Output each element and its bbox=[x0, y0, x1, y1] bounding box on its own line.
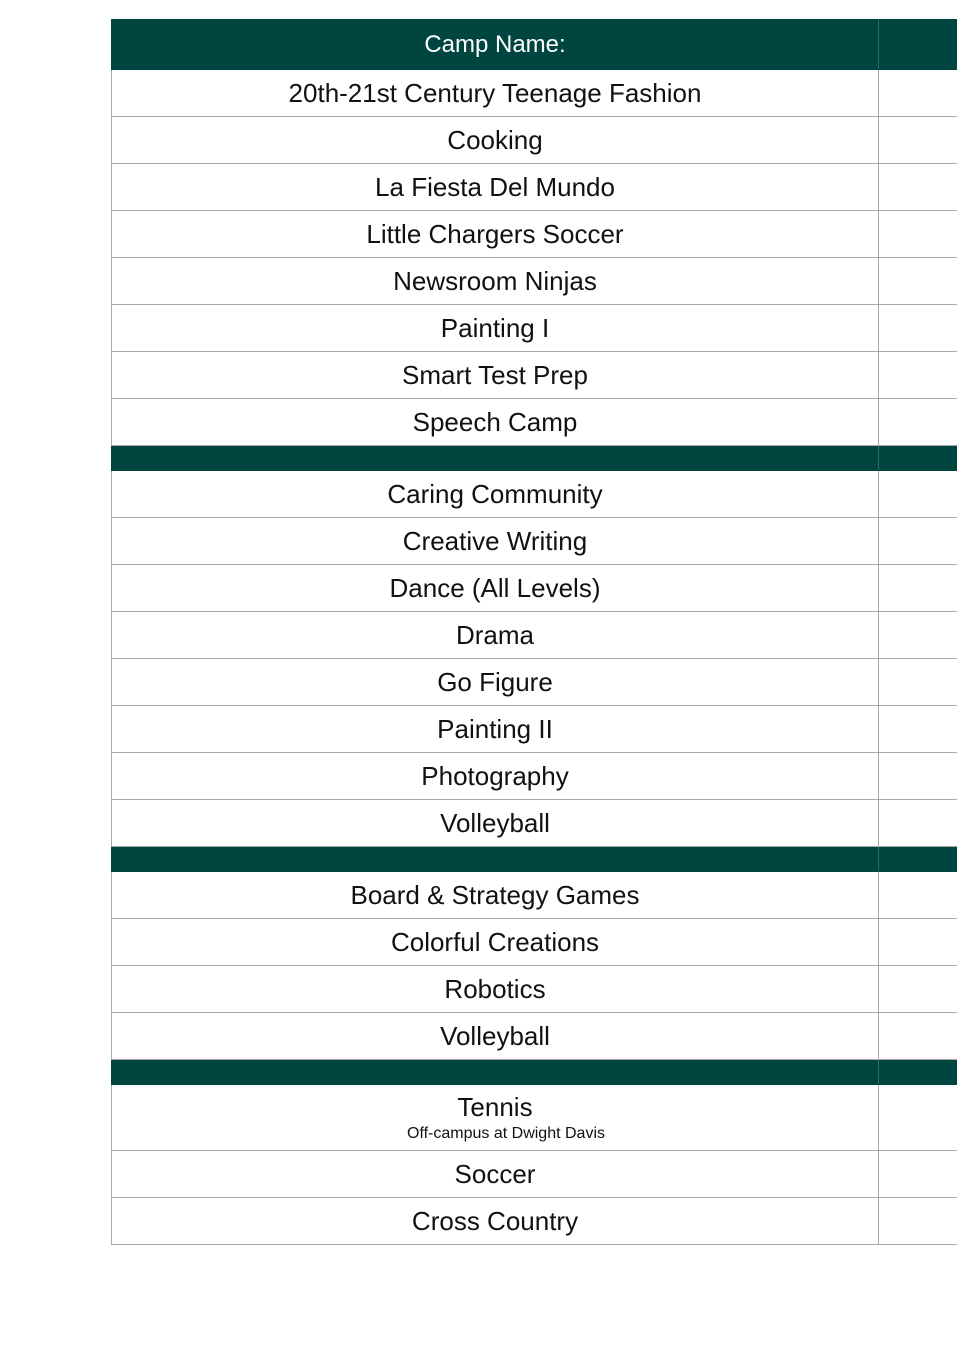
header-row bbox=[112, 20, 957, 70]
empty-cell[interactable] bbox=[879, 352, 957, 399]
camp-name-cell: Photography bbox=[112, 753, 879, 800]
empty-cell[interactable] bbox=[879, 800, 957, 847]
group-separator-row bbox=[112, 446, 957, 471]
camp-name-cell: La Fiesta Del Mundo bbox=[112, 164, 879, 211]
table-row bbox=[112, 211, 957, 258]
camp-name-cell: Cooking bbox=[112, 117, 879, 164]
table-row bbox=[112, 565, 957, 612]
table-row bbox=[112, 872, 957, 919]
camp-table bbox=[111, 19, 957, 1245]
table-row bbox=[112, 1198, 957, 1245]
separator-cell bbox=[112, 1060, 879, 1085]
empty-cell[interactable] bbox=[879, 164, 957, 211]
camp-name-cell: Painting II bbox=[112, 706, 879, 753]
camp-name-cell: Drama bbox=[112, 612, 879, 659]
camp-name-cell: Caring Community bbox=[112, 471, 879, 518]
empty-cell[interactable] bbox=[879, 305, 957, 352]
empty-cell[interactable] bbox=[879, 471, 957, 518]
empty-cell[interactable] bbox=[879, 211, 957, 258]
group-separator-row bbox=[112, 1060, 957, 1085]
camp-name-cell: Little Chargers Soccer bbox=[112, 211, 879, 258]
empty-cell[interactable] bbox=[879, 753, 957, 800]
camp-name-cell: 20th-21st Century Teenage Fashion bbox=[112, 70, 879, 117]
camp-name-cell: Dance (All Levels) bbox=[112, 565, 879, 612]
empty-cell[interactable] bbox=[879, 966, 957, 1013]
empty-cell[interactable] bbox=[879, 1085, 957, 1151]
table-row bbox=[112, 800, 957, 847]
table-row bbox=[112, 1151, 957, 1198]
camp-location-note: Off-campus at Dwight Davis bbox=[407, 1125, 605, 1142]
table-row bbox=[112, 399, 957, 446]
empty-cell[interactable] bbox=[879, 565, 957, 612]
separator-cell bbox=[112, 446, 879, 471]
camp-name-cell: Soccer bbox=[112, 1151, 879, 1198]
table-row bbox=[112, 70, 957, 117]
empty-cell[interactable] bbox=[879, 612, 957, 659]
camp-name-cell: Colorful Creations bbox=[112, 919, 879, 966]
camp-name-cell: Volleyball bbox=[112, 1013, 879, 1060]
table-row bbox=[112, 518, 957, 565]
separator-cell bbox=[879, 1060, 957, 1085]
table-row bbox=[112, 305, 957, 352]
header-cell-empty bbox=[879, 20, 957, 70]
empty-cell[interactable] bbox=[879, 258, 957, 305]
empty-cell[interactable] bbox=[879, 659, 957, 706]
table-row bbox=[112, 706, 957, 753]
group-separator-row bbox=[112, 847, 957, 872]
camp-name-cell: Creative Writing bbox=[112, 518, 879, 565]
camp-name-cell: Volleyball bbox=[112, 800, 879, 847]
table-row bbox=[112, 919, 957, 966]
table-row bbox=[112, 1085, 957, 1151]
table-row bbox=[112, 1013, 957, 1060]
camp-name-cell: Smart Test Prep bbox=[112, 352, 879, 399]
camp-name-cell: Painting I bbox=[112, 305, 879, 352]
camp-name-cell: Go Figure bbox=[112, 659, 879, 706]
separator-cell bbox=[879, 847, 957, 872]
table-row bbox=[112, 966, 957, 1013]
camp-name-cell: Speech Camp bbox=[112, 399, 879, 446]
table-row bbox=[112, 659, 957, 706]
empty-cell[interactable] bbox=[879, 919, 957, 966]
empty-cell[interactable] bbox=[879, 1151, 957, 1198]
table-row bbox=[112, 753, 957, 800]
camp-name-cell: Cross Country bbox=[112, 1198, 879, 1245]
empty-cell[interactable] bbox=[879, 518, 957, 565]
table-row bbox=[112, 117, 957, 164]
camp-name-cell: Newsroom Ninjas bbox=[112, 258, 879, 305]
camp-name-cell: Board & Strategy Games bbox=[112, 872, 879, 919]
table-row bbox=[112, 471, 957, 518]
table-row bbox=[112, 258, 957, 305]
camp-name-cell bbox=[112, 1085, 879, 1151]
empty-cell[interactable] bbox=[879, 872, 957, 919]
table-row bbox=[112, 352, 957, 399]
empty-cell[interactable] bbox=[879, 70, 957, 117]
empty-cell[interactable] bbox=[879, 1013, 957, 1060]
camp-name-cell: Robotics bbox=[112, 966, 879, 1013]
camp-name: Tennis bbox=[457, 1092, 533, 1122]
empty-cell[interactable] bbox=[879, 706, 957, 753]
empty-cell[interactable] bbox=[879, 399, 957, 446]
empty-cell[interactable] bbox=[879, 1198, 957, 1245]
empty-cell[interactable] bbox=[879, 117, 957, 164]
separator-cell bbox=[112, 847, 879, 872]
table-row bbox=[112, 164, 957, 211]
camp-name-header: Camp Name: bbox=[112, 20, 879, 70]
separator-cell bbox=[879, 446, 957, 471]
table-row bbox=[112, 612, 957, 659]
